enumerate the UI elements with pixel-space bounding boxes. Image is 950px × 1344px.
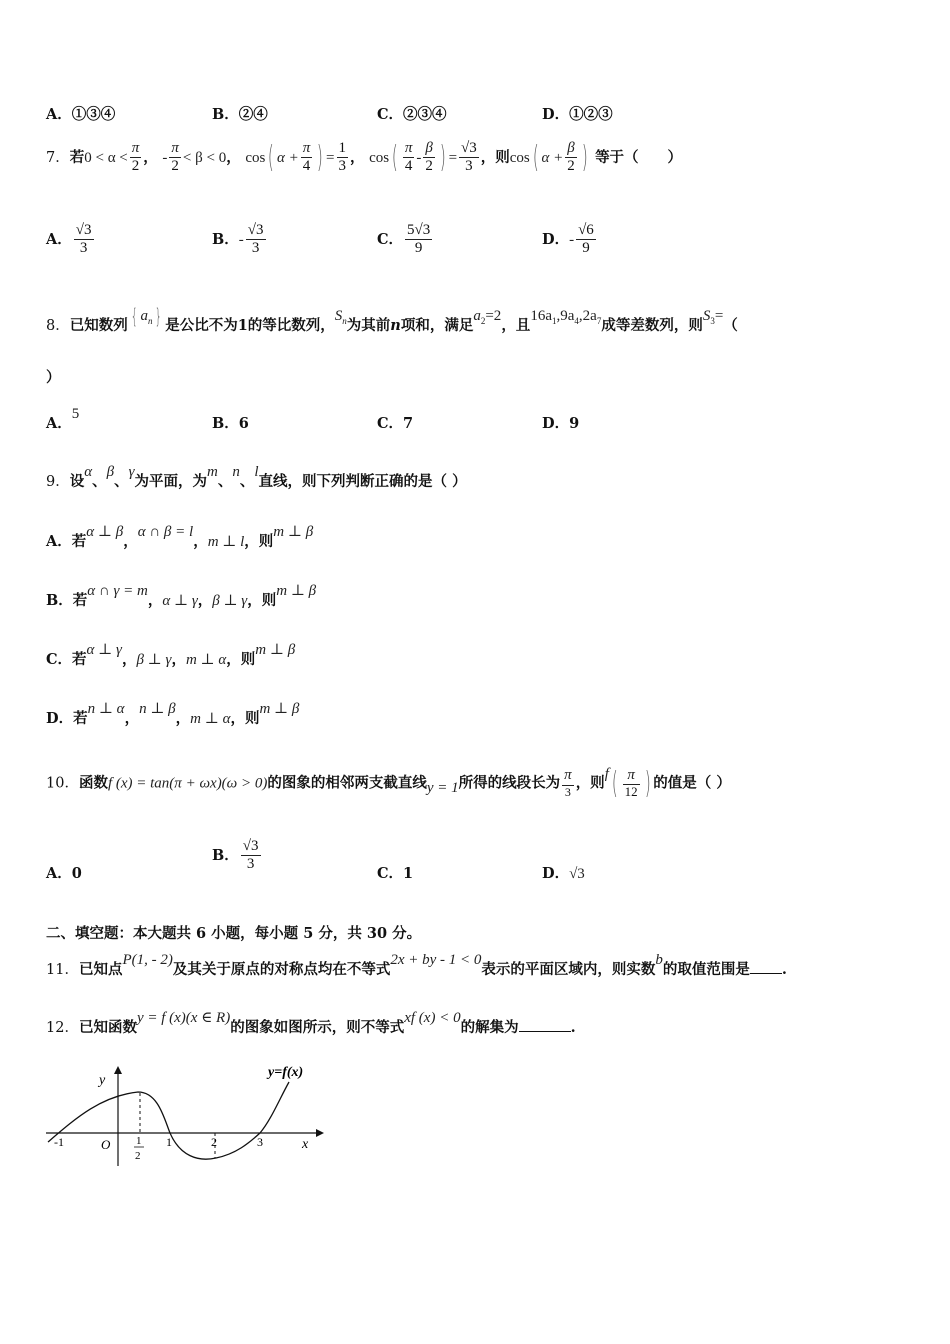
q7-alpha-plus: α + [277, 149, 299, 166]
q7-option-d: D．- $\frac{√6}{9}$ [542, 222, 594, 257]
q11-answer-blank[interactable] [750, 973, 782, 974]
x-axis-arrow-icon [316, 1129, 324, 1137]
y-axis-label: y [99, 1073, 106, 1088]
q7-option-c: C． $\frac{5√3}{9}$ [377, 222, 431, 257]
q7-sep1: ， [143, 148, 158, 166]
tick-label-half-num: 1 [136, 1135, 142, 1147]
q7-paren: ) [317, 140, 324, 176]
q9-option-d: D．若n ⊥ α，n ⊥ β，m ⊥ α，则m ⊥ β [46, 701, 300, 727]
q8-text1: 已知数列 [69, 317, 128, 334]
q7-paren: ( [392, 140, 398, 176]
q7-frac-sqrt3-3: $\frac{√3}{3}$ [461, 140, 477, 175]
y-axis-arrow-icon [114, 1066, 122, 1074]
tick-label-half-den: 2 [135, 1150, 141, 1162]
q11-inequality: 2x + by - 1 < 0 [390, 952, 482, 968]
q6-option-c: C．②③④ [377, 106, 447, 123]
curve-label: y=f(x) [268, 1065, 304, 1080]
q7-frac-beta-2b: $\frac{\beta}{2}$ [567, 140, 575, 175]
tick-label-neg1: -1 [54, 1135, 64, 1149]
q7-frac-pi-2: $\frac{\pi}{2}$ [131, 140, 140, 175]
q7-frac-beta-2: $\frac{\beta}{2}$ [425, 140, 433, 175]
q8-number: 8． [46, 318, 70, 334]
q7-frac-1-3: $\frac{1}{3}$ [338, 140, 346, 175]
function-graph [46, 1058, 326, 1168]
origin-label: O [101, 1137, 111, 1152]
q10-option-a: A．0 [46, 865, 82, 882]
q12-answer-blank[interactable] [519, 1031, 571, 1032]
q8-text2: 是公比不为 [165, 317, 238, 334]
q10-function: f (x) = tan(π + ωx)(ω > 0) [107, 775, 268, 792]
q9-stem: 9．设α、β、γ为平面，为m、n、l直线，则下列判断正确的是（ ） [46, 464, 467, 490]
q7-stem [46, 140, 682, 176]
q7-option-a: A． $\frac{√3}{3}$ [46, 222, 92, 257]
q7-frac-pi-2b: $\frac{\pi}{2}$ [171, 140, 179, 175]
q11-stem: 11．已知点P(1, - 2)及其关于原点的对称点均在不等式2x + by - 1 < 0表示的平面区域内，则实数b的取值范围是 . [46, 952, 787, 978]
q7-number: 7． [46, 149, 70, 166]
q8-option-a: A．5 [46, 406, 80, 432]
q10-number: 10． [46, 775, 79, 792]
q7-paren: ( [268, 140, 275, 176]
q7-cond2: < β < 0 [182, 149, 227, 166]
q6-option-b: B．②④ [212, 106, 268, 123]
q8-stem-close: ） [46, 369, 61, 386]
q7-sep2: ， [226, 148, 241, 166]
q8-option-d: D．9 [542, 415, 580, 432]
q8-option-c: C．7 [377, 415, 414, 432]
tick-label-2: 2 [211, 1135, 217, 1149]
q7-alpha-plus2: α + [541, 149, 564, 166]
q10-option-b: B． $\frac{√3}{3}$ [212, 838, 259, 873]
q7-cos2: cos [369, 149, 390, 166]
q8-option-b: B．6 [212, 415, 249, 432]
q7-minus2: - [416, 149, 422, 166]
q9-number: 9． [46, 474, 70, 490]
q7-frac-pi-4b: $\frac{\pi}{4}$ [404, 140, 413, 175]
q7-then: ，则 [480, 148, 510, 166]
q7-cos3: cos [509, 149, 530, 166]
q11-number: 11． [46, 962, 79, 978]
q7-option-b: B．- $\frac{√3}{3}$ [212, 222, 264, 257]
q7-minus: - [162, 149, 168, 166]
q10-option-d: D．√3 [542, 865, 585, 882]
q7-paren: ) [439, 140, 446, 176]
q7-end: 等于（ ） [595, 148, 683, 166]
q12-inequality: xf (x) < 0 [404, 1010, 461, 1026]
q10-stem: 10．函数f (x) = tan(π + ωx)(ω > 0)的图象的相邻两支截直线y = 1所得的线段长为 $\frac{\pi}{3}$ ，则f( $\frac{\pi}{12}$ ) 的值是（ ） [46, 765, 731, 801]
q8-stem: 8．已知数列 { $a_n$ } 是公比不为1的等比数列，$S_n$为其前n项和，满足$a_2=2$，且$16a_1,9a_4,2a_7$成等差数列，则$S_3=$（ [46, 304, 738, 334]
q12-function: y = f (x)(x ∈ R) [136, 1010, 231, 1026]
q12-number: 12． [46, 1020, 79, 1036]
q9-option-b: B．若α ∩ γ = m，α ⊥ γ，β ⊥ γ，则m ⊥ β [46, 583, 317, 609]
q7-sep3: ， [350, 148, 365, 166]
q7-eq1: = [326, 149, 335, 166]
q6-option-a: A．①③④ [46, 106, 116, 123]
q7-paren: ) [581, 140, 588, 176]
q11-point: P(1, - 2) [122, 952, 173, 968]
section-2-heading: 二、填空题：本大题共 6 小题，每小题 5 分，共 30 分。 [46, 925, 422, 942]
q7-cond1: 0 < α < [84, 149, 128, 166]
x-axis-label: x [302, 1137, 309, 1152]
q12-stem: 12．已知函数y = f (x)(x ∈ R)的图象如图所示，则不等式xf (x) < 0的解集为 . [46, 1010, 576, 1036]
q10-option-c: C．1 [377, 865, 414, 882]
q6-option-d: D．①②③ [542, 106, 613, 123]
tick-label-3: 3 [257, 1135, 263, 1149]
q7-cos1: cos [245, 149, 266, 166]
tick-label-1: 1 [166, 1135, 172, 1149]
q7-frac-pi-4: $\frac{\pi}{4}$ [302, 140, 311, 175]
q9-option-a: A．若α ⊥ β，α ∩ β = l，m ⊥ l，则m ⊥ β [46, 524, 314, 550]
q7-text: 若 [69, 148, 85, 166]
q7-paren: ( [532, 140, 539, 176]
q9-option-c: C．若α ⊥ γ，β ⊥ γ，m ⊥ α，则m ⊥ β [46, 642, 296, 668]
q7-eq2: = [448, 149, 458, 166]
